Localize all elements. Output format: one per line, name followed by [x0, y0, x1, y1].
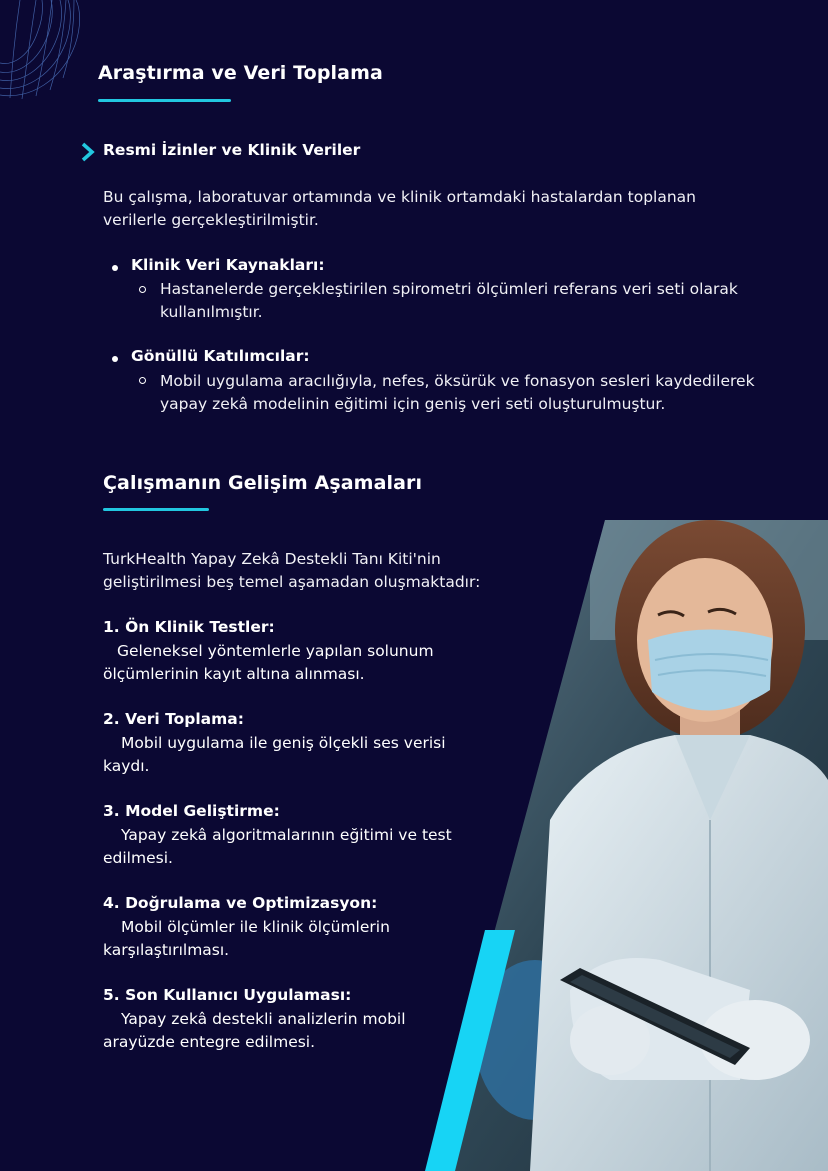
- bullet-sub-text: Hastanelerde gerçekleştirilen spirometri ölçümleri referans veri seti olarak kullanılmıştır.: [160, 280, 738, 321]
- section1-subtitle: Resmi İzinler ve Klinik Veriler: [103, 141, 361, 159]
- stage-title: 4. Doğrulama ve Optimizasyon:: [103, 894, 378, 912]
- stage-desc: Mobil uygulama ile geniş ölçekli ses verisi kaydı.: [103, 734, 446, 775]
- stage-title: 1. Ön Klinik Testler:: [103, 618, 275, 636]
- section2-intro: TurkHealth Yapay Zekâ Destekli Tanı Kiti'nin geliştirilmesi beş temel aşamadan oluşmaktadır:: [103, 550, 481, 591]
- stage-desc: Mobil ölçümler ile klinik ölçümlerin karşılaştırılması.: [103, 918, 390, 959]
- stage-desc: Yapay zekâ algoritmalarının eğitimi ve test edilmesi.: [103, 826, 452, 867]
- chevron-right-icon: [81, 142, 95, 162]
- bullet-dot: [112, 356, 118, 362]
- section2-title-underline: [103, 508, 209, 511]
- sub-bullet-ring: [139, 286, 146, 293]
- wireframe-globe-decoration: [0, 0, 85, 105]
- section1-intro: Bu çalışma, laboratuvar ortamında ve klinik ortamdaki hastalardan toplanan verilerle gerçekleştirilmiştir.: [103, 188, 696, 229]
- stage-desc: Yapay zekâ destekli analizlerin mobil arayüzde entegre edilmesi.: [103, 1010, 406, 1051]
- stage-title: 2. Veri Toplama:: [103, 710, 244, 728]
- stage-desc: Geleneksel yöntemlerle yapılan solunum ölçümlerinin kayıt altına alınması.: [103, 642, 434, 683]
- bullet-sub-text: Mobil uygulama aracılığıyla, nefes, öksürük ve fonasyon sesleri kaydedilerek yapay zekâ modelinin eğitimi için geniş veri seti oluşturulmuştur.: [160, 372, 755, 413]
- bullet-title: Klinik Veri Kaynakları:: [131, 256, 325, 274]
- stage-title: 3. Model Geliştirme:: [103, 802, 280, 820]
- section1-title-underline: [98, 99, 231, 102]
- bullet-title: Gönüllü Katılımcılar:: [131, 347, 310, 365]
- section1-title: Araştırma ve Veri Toplama: [98, 62, 383, 84]
- section2-title: Çalışmanın Gelişim Aşamaları: [103, 472, 423, 494]
- sub-bullet-ring: [139, 377, 146, 384]
- bullet-dot: [112, 265, 118, 271]
- stage-title: 5. Son Kullanıcı Uygulaması:: [103, 986, 352, 1004]
